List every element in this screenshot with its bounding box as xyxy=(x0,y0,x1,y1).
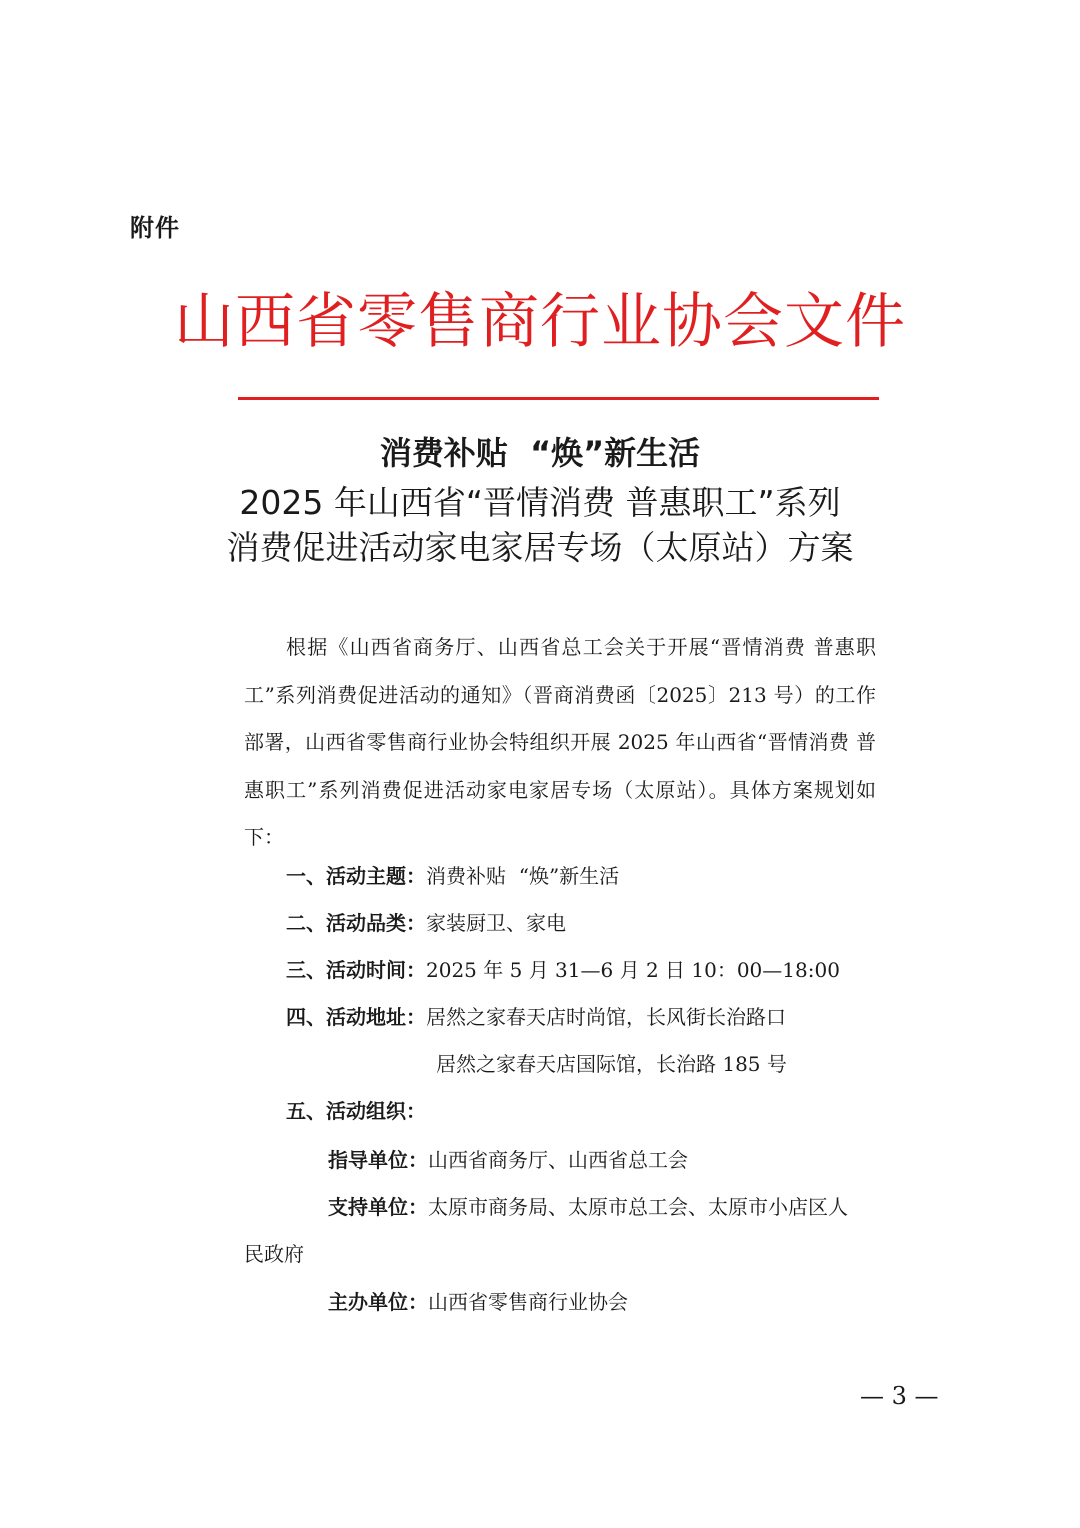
host-unit-value: 山西省零售商行业协会 xyxy=(428,1290,628,1314)
section-theme xyxy=(286,862,619,890)
guide-unit xyxy=(328,1146,688,1174)
section-category-label: 二、活动品类： xyxy=(286,911,426,935)
section-time-value: 2025 年 5 月 31—6 月 2 日 10：00—18:00 xyxy=(426,958,840,982)
support-unit-value-cont: 民政府 xyxy=(244,1242,304,1266)
section-address-value-1: 居然之家春天店时尚馆，长风街长治路口 xyxy=(426,1005,786,1029)
support-unit-value: 太原市商务局、太原市总工会、太原市小店区人 xyxy=(428,1195,848,1219)
event-slogan: 消费补贴 “焕”新生活 xyxy=(379,434,701,472)
attachment-label: 附件 xyxy=(130,214,180,242)
section-address xyxy=(286,1003,786,1031)
host-unit xyxy=(328,1288,628,1316)
red-header-rule xyxy=(238,397,879,400)
guide-unit-value: 山西省商务厅、山西省总工会 xyxy=(428,1148,688,1172)
intro-paragraph: 根据《山西省商务厅、山西省总工会关于开展“晋情消费 普惠职工”系列消费促进活动的通知》（晋商消费函〔2025〕213 号）的工作部署，山西省零售商行业协会特组织开展 2025 年山西省“晋情消费 普惠职工”系列消费促进活动家电家居专场（太原站）。具体方案规划如下： xyxy=(244,635,876,849)
section-organization xyxy=(286,1097,426,1125)
section-time xyxy=(286,956,840,984)
section-category-value: 家装厨卫、家电 xyxy=(426,911,566,935)
section-address-label: 四、活动地址： xyxy=(286,1005,426,1029)
section-theme-value: 消费补贴 “焕”新生活 xyxy=(426,864,620,888)
host-unit-label: 主办单位： xyxy=(328,1290,428,1314)
guide-unit-label: 指导单位： xyxy=(328,1148,428,1172)
section-organization-label: 五、活动组织： xyxy=(286,1099,426,1123)
section-address-value-2: 居然之家春天店国际馆，长治路 185 号 xyxy=(436,1052,787,1076)
support-unit-label: 支持单位： xyxy=(328,1195,428,1219)
section-category xyxy=(286,909,566,937)
section-time-label: 三、活动时间： xyxy=(286,958,426,982)
page-number: — 3 — xyxy=(860,1382,939,1410)
document-title-line-1: 2025 年山西省“晋情消费 普惠职工”系列 xyxy=(239,483,841,522)
document-title-line-2: 消费促进活动家电家居专场（太原站）方案 xyxy=(226,528,854,567)
org-document-header: 山西省零售商行业协会文件 xyxy=(174,287,906,357)
support-unit xyxy=(328,1193,848,1221)
section-theme-label: 一、活动主题： xyxy=(286,864,426,888)
